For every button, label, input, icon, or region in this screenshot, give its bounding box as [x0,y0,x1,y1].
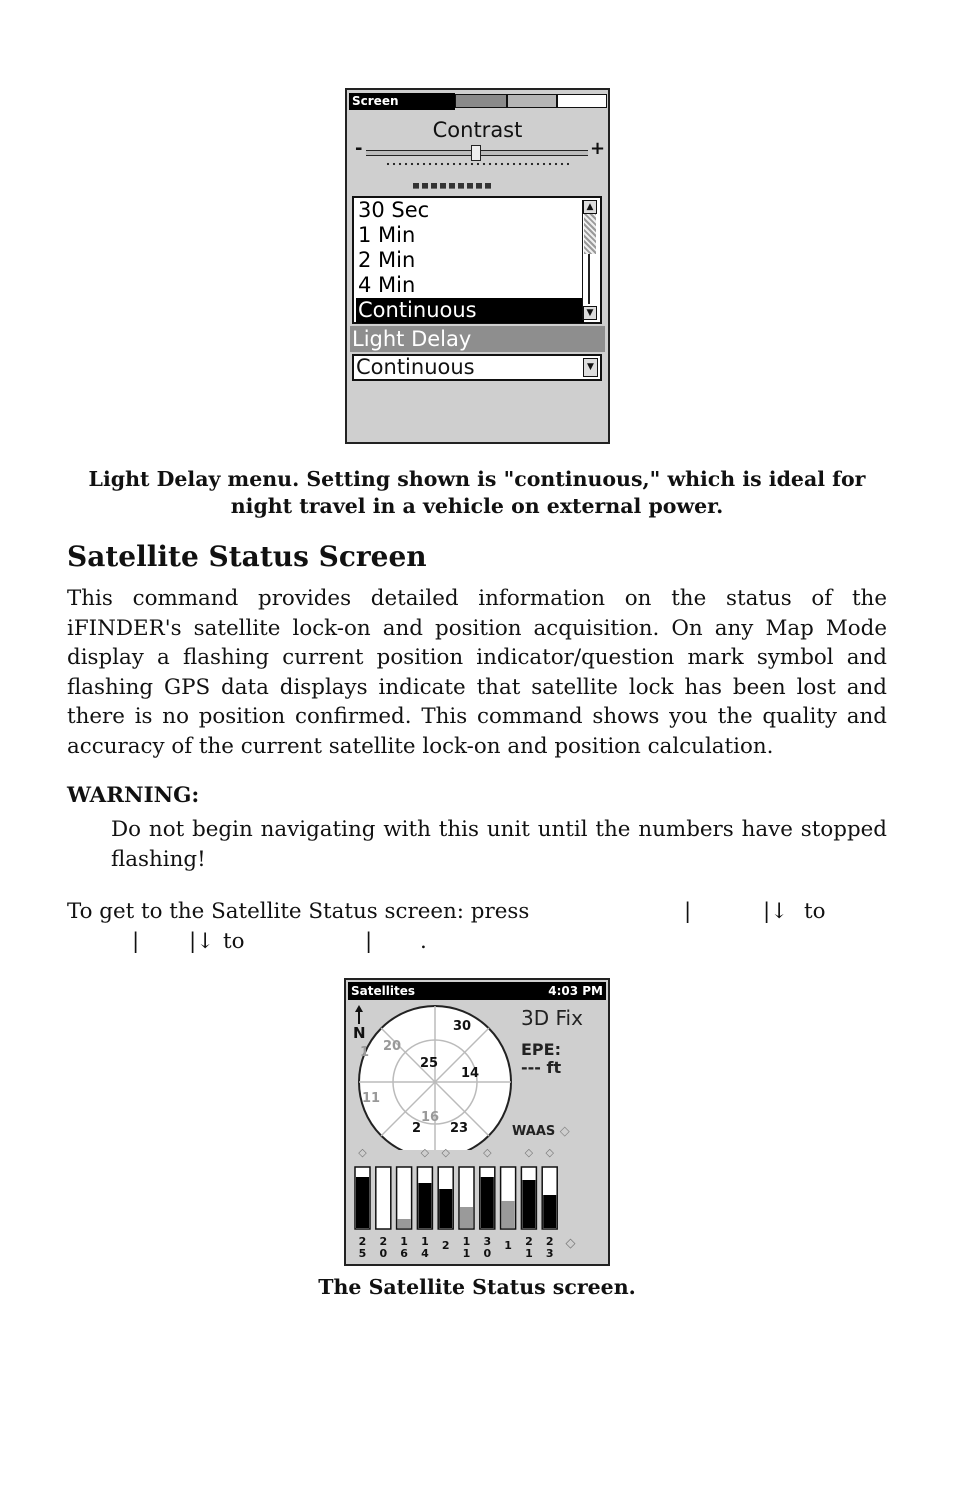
waas-diamond-icon: ◇ [559,1124,570,1139]
sky-satellite-label: 25 [420,1056,439,1071]
satellite-prn-label: 3 [483,1235,492,1248]
chevron-down-icon[interactable]: ▼ [583,358,598,377]
light-delay-options-list[interactable] [352,196,602,324]
satellite-prn-label: 4 [421,1247,429,1260]
signal-bar-fill [502,1201,515,1228]
satellite-prn-label: 1 [462,1235,471,1248]
warning-text: Do not begin navigating with this unit until the numbers have stopped flashing! [111,817,887,872]
epe-label: EPE: [521,1040,561,1059]
satellite-status-screen [344,978,610,1266]
warning-label: WARNING: [67,783,200,808]
signal-bar-frame [376,1167,391,1229]
scrollbar-thumb[interactable] [584,214,596,254]
light-delay-screen [345,88,610,444]
scrollbar-track [588,254,590,304]
lock-diamond-icon: ◇ [441,1146,450,1159]
signal-bar-fill [460,1207,473,1228]
sky-satellite-label: 2 [412,1121,422,1136]
figure-caption: Light Delay menu. Setting shown is "continuous," which is ideal for night travel in a vehicle on external power. [88,467,866,518]
satellite-prn-label: 2 [545,1235,554,1248]
satellite-prn-label: 1 [462,1247,471,1260]
signal-bar-fill [418,1183,431,1228]
instruction-separator-arrow: |↓ [763,899,789,924]
sky-satellite-label: 16 [421,1110,440,1125]
list-item[interactable]: 2 Min [358,248,416,272]
lock-diamond-icon: ◇ [358,1146,367,1159]
sky-satellite-label: 20 [383,1039,402,1054]
satellite-prn-label: 6 [400,1247,408,1260]
list-item-selected[interactable]: Continuous [356,298,584,323]
light-delay-value: Continuous [356,355,475,379]
signal-bar-fill [356,1177,369,1228]
title-bar-segment [455,94,507,108]
contrast-slider-thumb[interactable] [471,145,481,161]
light-delay-label: Light Delay [350,326,605,352]
instruction-text: To get to the Satellite Status screen: press [67,899,530,924]
section-title: Satellite Status Screen [67,540,427,573]
scroll-down-icon[interactable]: ▼ [583,306,597,320]
signal-bar-fill [481,1177,494,1228]
instruction-line-1 [67,897,887,926]
satellite-prn-label: 2 [525,1235,533,1248]
satellite-prn-label: 3 [545,1247,554,1260]
satellite-prn-label: 1 [504,1239,512,1252]
satellite-prn-label: 0 [379,1247,388,1260]
signal-bar-fill [522,1180,535,1228]
slider-minus-label: - [355,138,363,159]
slider-tick-marks [385,162,569,166]
lock-diamond-icon: ◇ [545,1146,554,1159]
satellite-prn-label: 1 [525,1247,533,1260]
waas-label [512,1124,570,1139]
screen-title: Satellites [351,984,415,998]
figure-caption: The Satellite Status screen. [318,1275,636,1299]
sky-satellite-label: 11 [362,1091,381,1106]
instruction-text: to [804,899,826,924]
list-scrollbar[interactable] [582,200,598,320]
title-bar-segment [507,94,557,108]
instruction-separator: | [684,899,692,924]
instruction-text: to [223,929,245,954]
sky-satellite-label: 30 [453,1019,472,1034]
waas-diamond-icon: ◇ [565,1236,576,1251]
body-paragraph: This command provides detailed information on the status of the iFINDER's satellite lock-on and position acquisition. On any Map Mode display a flashing current position indicator/question mark symbol and flashing GPS data displays indicate that satellite lock has been lost and there is no position confirmed. This command shows you the quality and accuracy of the current satellite lock-on and position calculation. [67,586,887,759]
scroll-up-icon[interactable]: ▲ [583,200,597,214]
satellite-prn-label: 2 [379,1235,388,1248]
lock-diamond-icon: ◇ [420,1146,430,1159]
screen-title: Screen [352,94,399,108]
instruction-separator: | [365,929,373,954]
signal-bar-fill [439,1189,452,1228]
north-label: N [353,1024,366,1042]
north-arrow-icon [355,1005,363,1024]
signal-bar-chart [346,1145,608,1265]
light-delay-select[interactable] [352,354,602,381]
signal-bar-fill [398,1219,411,1228]
list-item[interactable]: 1 Min [358,223,416,247]
contrast-label: Contrast [432,118,523,142]
instruction-separator-arrow: |↓ [189,929,215,954]
fix-status: 3D Fix [521,1006,583,1030]
sky-satellite-label: 23 [450,1121,469,1136]
lock-diamond-icon: ◇ [483,1146,492,1159]
satellite-prn-label: 5 [358,1247,367,1260]
slider-plus-label: + [590,138,606,159]
waas-text: WAAS [512,1124,556,1139]
clock-time: 4:03 PM [548,984,603,998]
obscured-label [413,183,493,197]
list-item[interactable]: 30 Sec [358,198,430,222]
satellite-prn-label: 1 [400,1235,408,1248]
satellites-title-bar [348,982,606,1000]
sky-satellite-label: 14 [461,1066,480,1081]
satellite-prn-label: 0 [483,1247,492,1260]
signal-bar-fill [543,1195,556,1228]
epe-value: --- ft [521,1058,562,1077]
screen-title-bar [349,93,606,110]
sky-satellite-label: 1 [360,1045,370,1060]
title-bar-segment [557,94,607,108]
instruction-text: . [420,929,427,954]
lock-diamond-icon: ◇ [524,1146,534,1159]
satellite-prn-label: 1 [421,1235,429,1248]
satellite-prn-label: 2 [358,1235,367,1248]
satellite-prn-label: 2 [441,1239,450,1252]
instruction-separator: | [132,929,140,954]
list-item[interactable]: 4 Min [358,273,416,297]
